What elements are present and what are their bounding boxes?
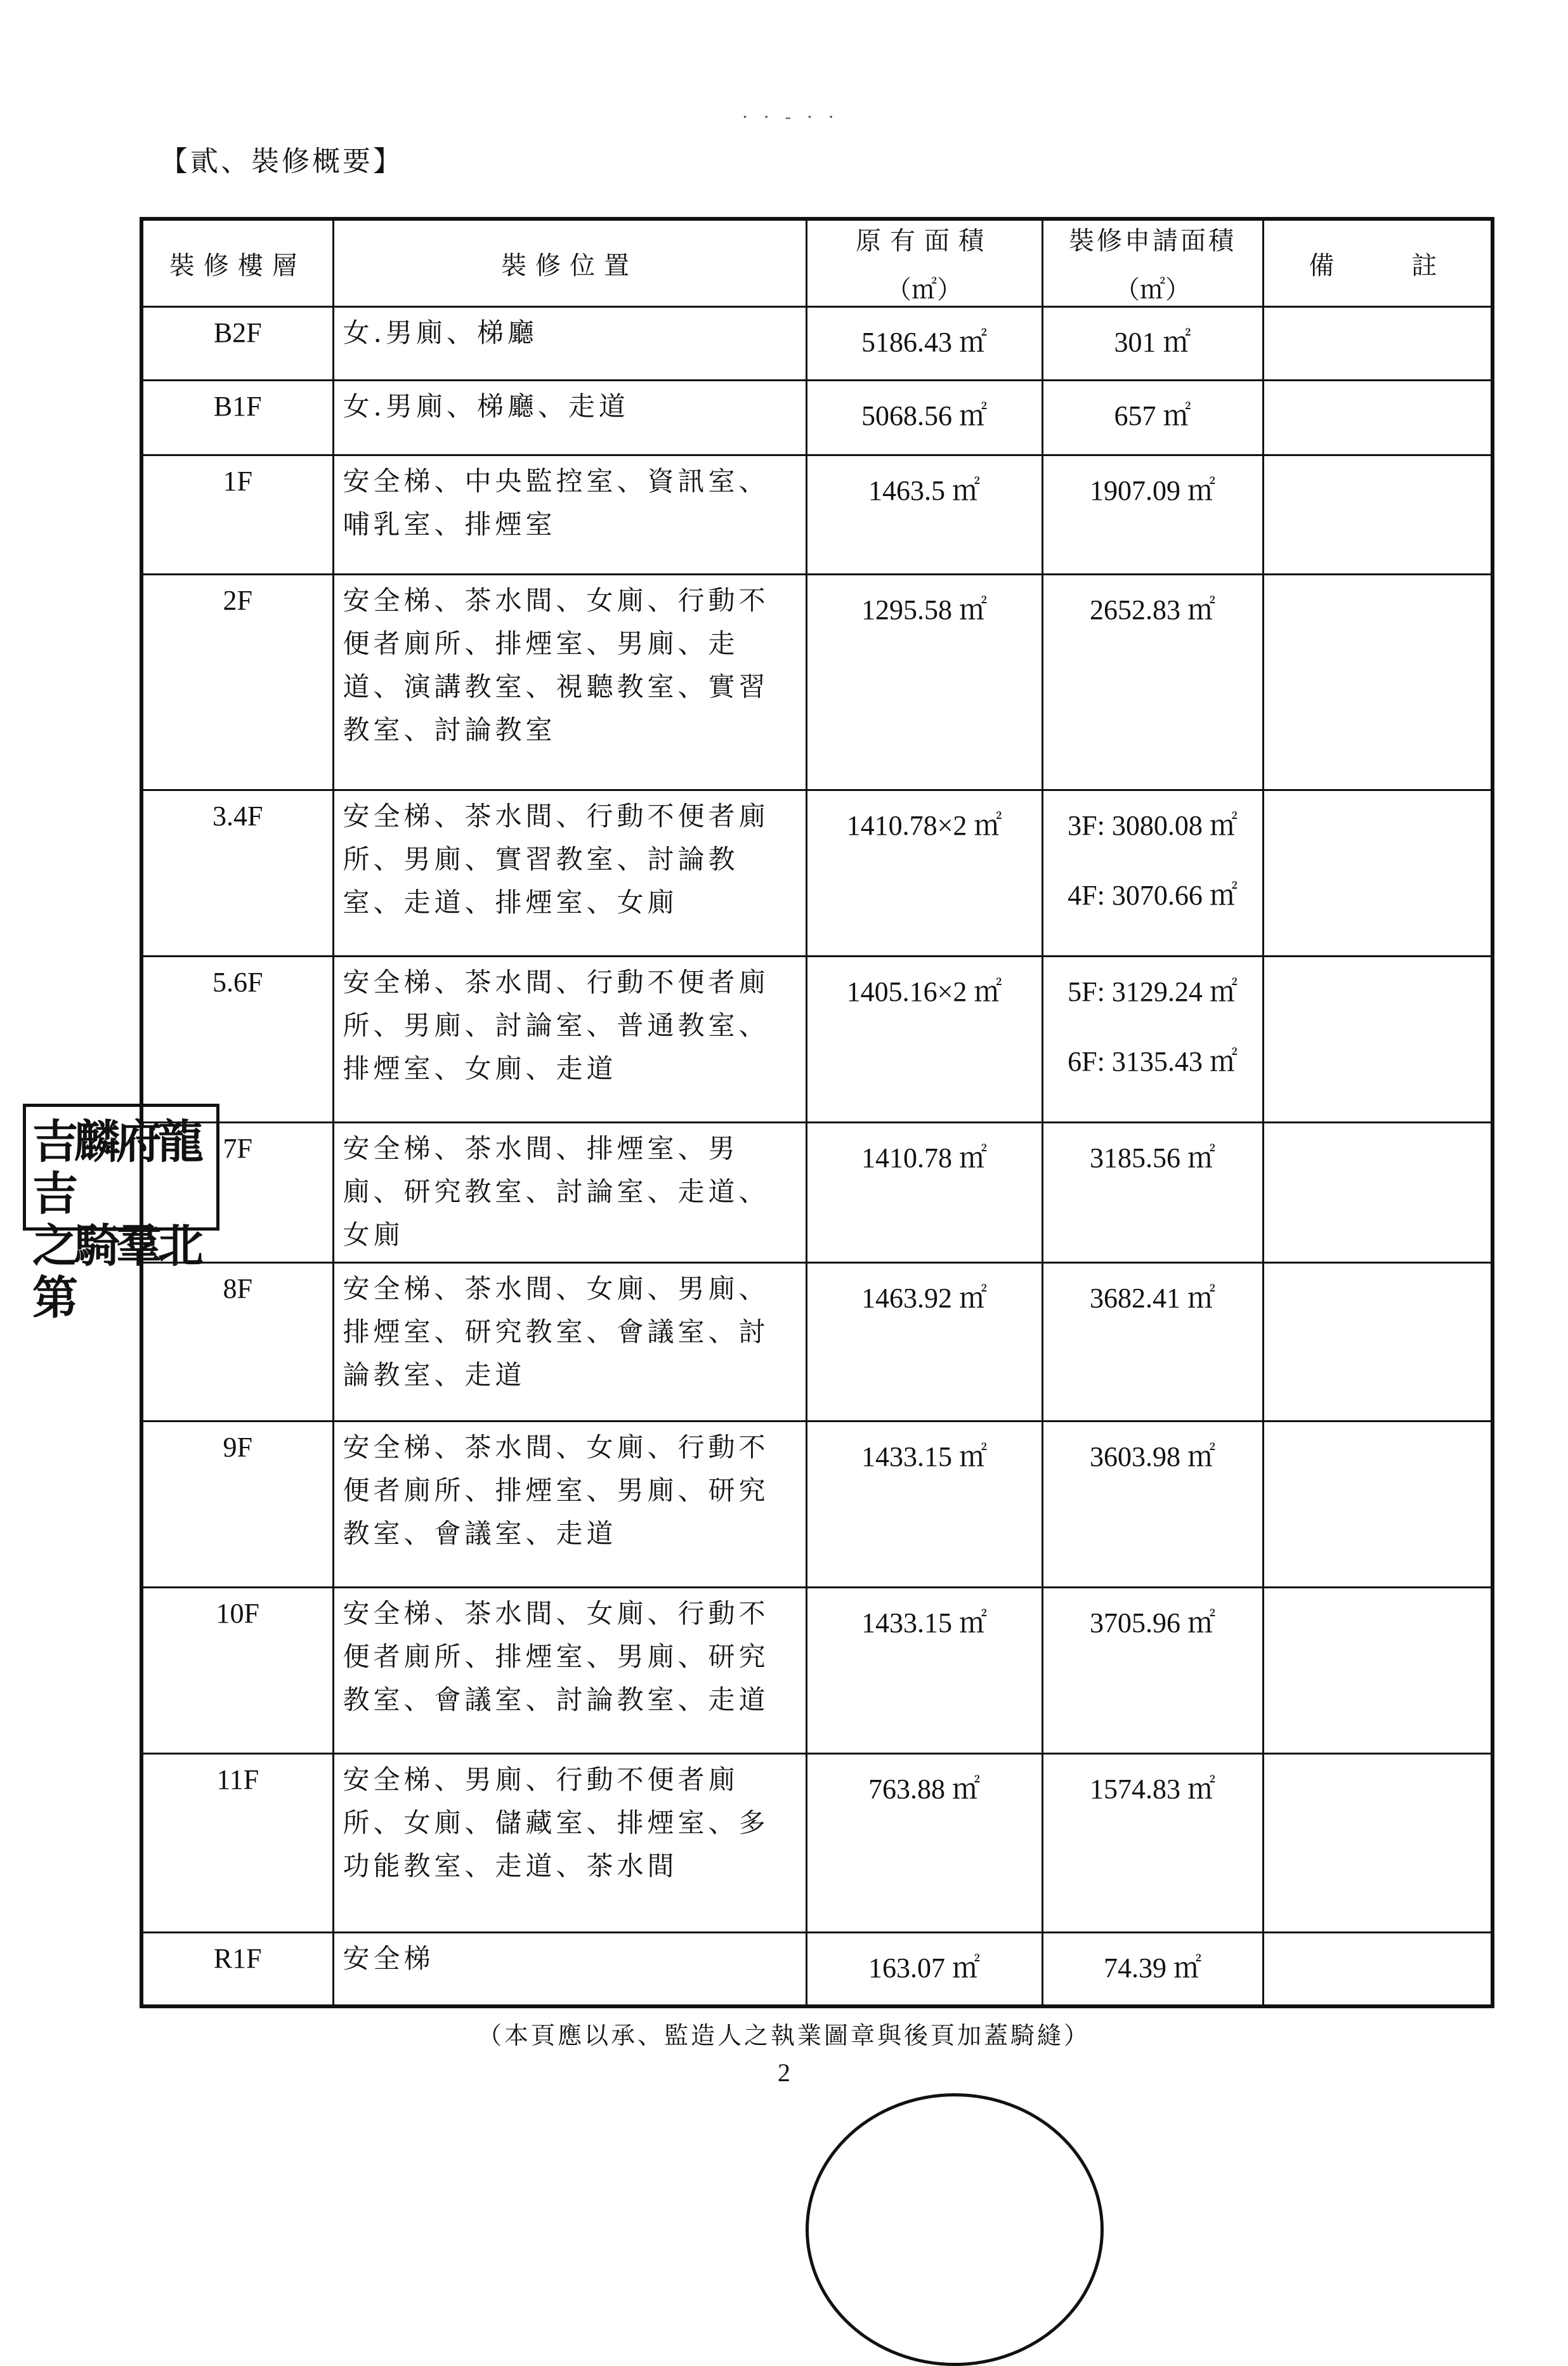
location-cell: 女.男廁、梯廳 (333, 307, 806, 381)
floor-cell: B1F (141, 381, 333, 455)
table-row (141, 1588, 1493, 1754)
requested-area-value: 3705.96 ㎡ (1090, 1607, 1215, 1638)
requested-area-value: 657 ㎡ (1114, 400, 1191, 431)
location-cell: 女.男廁、梯廳、走道 (333, 381, 806, 455)
official-seal-bottom (806, 2093, 1104, 2366)
location-cell: 安全梯、中央監控室、資訊室、哺乳室、排煙室 (333, 455, 806, 575)
floor-cell: 8F (141, 1263, 333, 1422)
original-area-cell: 1433.15 ㎡ (806, 1422, 1042, 1588)
seal-glyph: 第 (32, 1271, 75, 1324)
header-remarks: 備 註 (1263, 219, 1493, 307)
renovation-summary-table (140, 217, 1494, 2008)
requested-area-cell (1042, 957, 1263, 1123)
table-row (141, 1263, 1493, 1422)
header-requested-area-unit: （㎡） (1114, 275, 1191, 304)
original-area-cell: 1410.78 ㎡ (806, 1123, 1042, 1263)
table-row (141, 1123, 1493, 1263)
requested-area-value: 3185.56 ㎡ (1090, 1142, 1215, 1173)
floor-cell: 9F (141, 1422, 333, 1588)
header-original-area (806, 219, 1042, 307)
header-original-area-unit: （㎡） (886, 275, 962, 304)
table-row (141, 575, 1493, 790)
seal-glyph: 府 (116, 1114, 159, 1168)
requested-area-cell (1042, 307, 1263, 381)
seal-glyph: 龍 (158, 1114, 200, 1168)
header-floor: 裝修樓層 (141, 219, 333, 307)
requested-area-cell (1042, 790, 1263, 957)
requested-area-cell (1042, 381, 1263, 455)
seal-glyph: 麟 (74, 1114, 117, 1168)
requested-area-cell (1042, 1588, 1263, 1754)
original-area-cell: 1405.16×2 ㎡ (806, 957, 1042, 1123)
scan-artifact: · · - · · (742, 107, 839, 127)
header-requested-area-label: 裝修申請面積 (1069, 226, 1236, 256)
floor-cell: R1F (141, 1933, 333, 2006)
requested-area-value-second: 4F: 3070.66 ㎡ (1068, 880, 1238, 911)
location-cell: 安全梯、男廁、行動不便者廁所、女廁、儲藏室、排煙室、多功能教室、走道、茶水間 (333, 1754, 806, 1933)
section-title: 【貳、裝修概要】 (160, 145, 403, 178)
original-area-cell: 163.07 ㎡ (806, 1933, 1042, 2006)
requested-area-cell (1042, 1263, 1263, 1422)
floor-cell: 3.4F (141, 790, 333, 957)
location-cell: 安全梯、茶水間、行動不便者廁所、男廁、討論室、普通教室、排煙室、女廁、走道 (333, 957, 806, 1123)
seal-glyph: 之 (32, 1219, 75, 1272)
original-area-cell: 1463.5 ㎡ (806, 455, 1042, 575)
floor-cell: 5.6F (141, 957, 333, 1123)
page-number: 2 (778, 2058, 790, 2087)
original-area-cell: 5068.56 ㎡ (806, 381, 1042, 455)
seal-glyph: 吉 (32, 1114, 75, 1168)
header-location: 裝修位置 (333, 219, 806, 307)
table-row (141, 1422, 1493, 1588)
location-cell: 安全梯 (333, 1933, 806, 2006)
official-seal-left (23, 1104, 219, 1324)
seal-glyph: 吉 (32, 1167, 75, 1220)
table-header-row (141, 219, 1493, 307)
requested-area-cell (1042, 1123, 1263, 1263)
remarks-cell (1263, 575, 1493, 790)
location-cell: 安全梯、茶水間、排煙室、男廁、研究教室、討論室、走道、女廁 (333, 1123, 806, 1263)
header-original-area-label: 原有面積 (856, 226, 993, 256)
remarks-cell (1263, 381, 1493, 455)
footnote: （本頁應以承、監造人之執業圖章與後頁加蓋騎縫） (477, 2022, 1090, 2049)
floor-cell: 10F (141, 1588, 333, 1754)
remarks-cell (1263, 1422, 1493, 1588)
remarks-cell (1263, 1263, 1493, 1422)
original-area-cell: 1433.15 ㎡ (806, 1588, 1042, 1754)
requested-area-value: 3F: 3080.08 ㎡ (1068, 810, 1238, 841)
table-row (141, 1754, 1493, 1933)
location-cell: 安全梯、茶水間、女廁、行動不便者廁所、排煙室、男廁、研究教室、會議室、討論教室、走道 (333, 1588, 806, 1754)
requested-area-cell (1042, 1754, 1263, 1933)
location-cell: 安全梯、茶水間、行動不便者廁所、男廁、實習教室、討論教室、走道、排煙室、女廁 (333, 790, 806, 957)
remarks-cell (1263, 307, 1493, 381)
requested-area-cell (1042, 455, 1263, 575)
table-row (141, 455, 1493, 575)
location-cell: 安全梯、茶水間、女廁、行動不便者廁所、排煙室、男廁、走道、演講教室、視聽教室、實習教室、討論教室 (333, 575, 806, 790)
original-area-cell: 1295.58 ㎡ (806, 575, 1042, 790)
location-cell: 安全梯、茶水間、女廁、男廁、排煙室、研究教室、會議室、討論教室、走道 (333, 1263, 806, 1422)
requested-area-cell (1042, 1422, 1263, 1588)
table-row (141, 1933, 1493, 2006)
remarks-cell (1263, 1123, 1493, 1263)
remarks-cell (1263, 1588, 1493, 1754)
remarks-cell (1263, 455, 1493, 575)
remarks-cell (1263, 957, 1493, 1123)
location-cell: 安全梯、茶水間、女廁、行動不便者廁所、排煙室、男廁、研究教室、會議室、走道 (333, 1422, 806, 1588)
floor-cell: 11F (141, 1754, 333, 1933)
requested-area-value: 5F: 3129.24 ㎡ (1068, 976, 1238, 1007)
requested-area-cell (1042, 575, 1263, 790)
original-area-cell: 1410.78×2 ㎡ (806, 790, 1042, 957)
table-row (141, 957, 1493, 1123)
remarks-cell (1263, 790, 1493, 957)
floor-cell: 1F (141, 455, 333, 575)
requested-area-value: 74.39 ㎡ (1104, 1952, 1201, 1984)
seal-glyph: 羣 (116, 1219, 159, 1272)
floor-cell: 7F (141, 1123, 333, 1263)
seal-characters (32, 1116, 216, 1324)
original-area-cell: 5186.43 ㎡ (806, 307, 1042, 381)
table-row (141, 790, 1493, 957)
seal-glyph: 北 (158, 1219, 200, 1272)
requested-area-value: 1574.83 ㎡ (1090, 1774, 1215, 1805)
requested-area-value: 3682.41 ㎡ (1090, 1283, 1215, 1314)
floor-cell: 2F (141, 575, 333, 790)
requested-area-value: 1907.09 ㎡ (1090, 475, 1215, 506)
remarks-cell (1263, 1933, 1493, 2006)
remarks-cell (1263, 1754, 1493, 1933)
requested-area-value: 3603.98 ㎡ (1090, 1441, 1215, 1472)
requested-area-cell (1042, 1933, 1263, 2006)
original-area-cell: 1463.92 ㎡ (806, 1263, 1042, 1422)
table-row (141, 381, 1493, 455)
requested-area-value-second: 6F: 3135.43 ㎡ (1068, 1046, 1238, 1077)
seal-glyph: 騎 (74, 1219, 117, 1272)
original-area-cell: 763.88 ㎡ (806, 1754, 1042, 1933)
header-requested-area (1042, 219, 1263, 307)
requested-area-value: 2652.83 ㎡ (1090, 594, 1215, 625)
floor-cell: B2F (141, 307, 333, 381)
requested-area-value: 301 ㎡ (1114, 327, 1191, 358)
table-row (141, 307, 1493, 381)
